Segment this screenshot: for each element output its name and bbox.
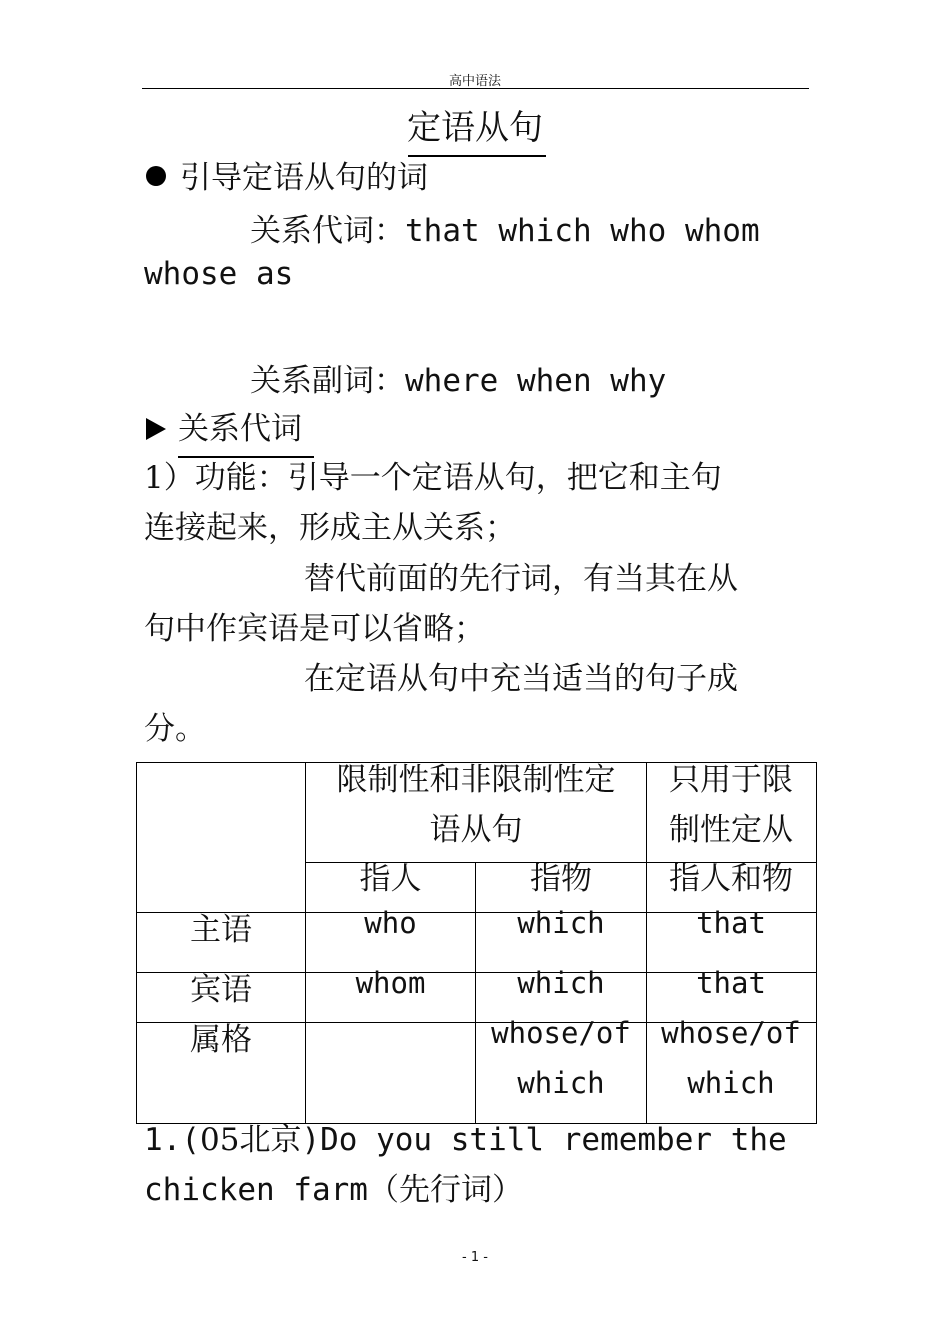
- genitive-both-2: which: [687, 1066, 775, 1100]
- example-line-2: chicken farm（先行词）: [144, 1172, 523, 1208]
- row-label-object: 宾语: [190, 972, 252, 1008]
- section1-heading: 引导定语从句的词: [146, 152, 428, 197]
- object-both: that: [696, 966, 766, 1000]
- bullet-icon: [146, 166, 166, 186]
- genitive-both-1: whose/of: [661, 1016, 801, 1050]
- relative-adverbs-list: where when why: [405, 363, 667, 399]
- relative-pronouns-label: 关系代词：: [250, 213, 405, 249]
- header-rule: [142, 88, 809, 89]
- row-label-subject: 主语: [190, 912, 252, 948]
- relative-adverbs-line: [250, 355, 666, 400]
- subheader-person: 指人: [359, 861, 422, 897]
- row-label-genitive: 属格: [190, 1022, 252, 1058]
- genitive-thing-2: which: [517, 1066, 605, 1100]
- document-title: 定语从句: [407, 108, 543, 148]
- section2-heading: 关系代词: [146, 403, 302, 448]
- page-header: 高中语法: [448, 74, 501, 89]
- function-underline: [178, 456, 314, 458]
- arrow-bullet-icon: [146, 418, 166, 440]
- page-number: - 1 -: [462, 1250, 488, 1265]
- title-underline: [408, 155, 546, 157]
- subject-thing: which: [517, 906, 605, 940]
- object-thing: which: [517, 966, 605, 1000]
- object-person: whom: [355, 966, 426, 1000]
- header-restrictive-only-1: 只用于限: [669, 762, 793, 798]
- function-line-1: 1）功能：引导一个定语从句，把它和主句: [144, 460, 722, 496]
- genitive-thing-1: whose/of: [491, 1016, 631, 1050]
- function-line-6: 分。: [144, 711, 206, 747]
- header-restrictive-only-2: 制性定从: [669, 812, 793, 848]
- header-restrictive-nonrestrictive-1: 限制性和非限制性定: [336, 762, 616, 798]
- relative-pronouns-continued: whose as: [144, 256, 294, 292]
- function-line-3: 替代前面的先行词，有当其在从: [304, 561, 738, 597]
- relative-pronouns-line: [250, 205, 760, 250]
- relative-pronouns-list: that which who whom: [405, 213, 760, 249]
- relative-adverbs-label: 关系副词：: [250, 363, 405, 399]
- subheader-person-and-thing: 指人和物: [669, 861, 793, 897]
- example-line-1: 1.(05北京)Do you still remember the: [144, 1122, 787, 1158]
- function-line-2: 连接起来，形成主从关系；: [144, 510, 516, 546]
- header-restrictive-nonrestrictive-2: 语从句: [429, 812, 523, 848]
- table-border-right: [816, 762, 817, 1124]
- subject-both: that: [696, 906, 766, 940]
- function-line-5: 在定语从句中充当适当的句子成: [304, 661, 738, 697]
- subheader-thing: 指物: [530, 861, 592, 897]
- function-line-4: 句中作宾语是可以省略；: [144, 611, 485, 647]
- subject-person: who: [364, 906, 417, 940]
